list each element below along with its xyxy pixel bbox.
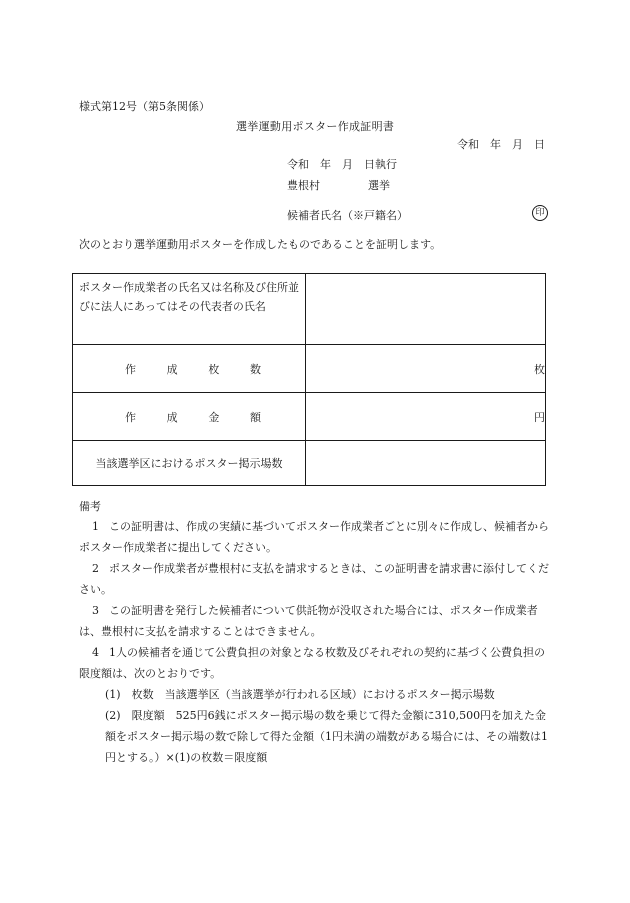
table-row (73, 441, 546, 486)
issue-date: 令和 年 月 日 (457, 138, 545, 151)
note-item-2: 2 ポスター作成業者が豊根村に支払を請求するときは、この証明書を請求書に添付してください。 (79, 562, 549, 596)
document-title: 選挙運動用ポスター作成証明書 (236, 120, 395, 133)
table-row (73, 274, 546, 345)
note-item-1: 1 この証明書は、作成の実績に基づいてポスター作成業者ごとに別々に作成し、候補者からポスター作成業者に提出してください。 (79, 520, 549, 554)
note-sub-2: (2) 限度額 525円6銭にポスター掲示場の数を乗じて得た金額に310,500円を加えた金額をポスター掲示場の数で除して得た金額（1円未満の端数がある場合には、その端数は1円とする。）×(1)の枚数＝限度額 (105, 709, 548, 764)
amount-unit: 円 (306, 393, 546, 441)
quantity-unit: 枚 (306, 345, 546, 393)
quantity-label: 作 成 枚 数 (73, 345, 306, 393)
table-row (73, 345, 546, 393)
amount-label: 作 成 金 額 (73, 393, 306, 441)
maker-name-label: ポスター作成業者の氏名又は名称及び住所並びに法人にあってはその代表者の氏名 (73, 274, 306, 345)
notes-title: 備考 (79, 500, 101, 513)
note-item-4: 4 1人の候補者を通じて公費負担の対象となる枚数及びそれぞれの契約に基づく公費負担の限度額は、次のとおりです。 (1) 枚数 当該選挙区（当該選挙が行われる区域）におけるポスター掲示場数 (2) 限度額 525円6銭にポスター掲示場の数を乗じて得た金額に310,500円を加えた金額をポスター掲示場の数で除して得た金額（1円未満の端数がある場合には、その端数は1円とする。）×(1)の枚数＝限度額 (79, 642, 549, 768)
maker-name-value (306, 274, 546, 345)
form-number: 様式第12号（第5条関係） (79, 100, 210, 113)
certification-statement: 次のとおり選挙運動用ポスターを作成したものであることを証明します。 (79, 238, 442, 251)
certificate-table (72, 273, 546, 486)
village-election-line (287, 177, 390, 193)
village-name: 豊根村 (287, 179, 320, 192)
note-item-3: 3 この証明書を発行した候補者について供託物が没収された場合には、ポスター作成業者は、豊根村に支払を請求することはできません。 (79, 604, 538, 638)
note-sub-1: (1) 枚数 当該選挙区（当該選挙が行われる区域）におけるポスター掲示場数 (105, 688, 495, 701)
candidate-name-label: 候補者氏名（※戸籍名） (287, 209, 408, 222)
election-date: 令和 年 月 日執行 (287, 158, 397, 171)
election-label: 選挙 (368, 179, 390, 192)
table-row (73, 393, 546, 441)
poster-board-count-value (306, 441, 546, 486)
seal-mark: 印 (532, 205, 548, 221)
poster-board-count-label: 当該選挙区におけるポスター掲示場数 (73, 441, 306, 486)
